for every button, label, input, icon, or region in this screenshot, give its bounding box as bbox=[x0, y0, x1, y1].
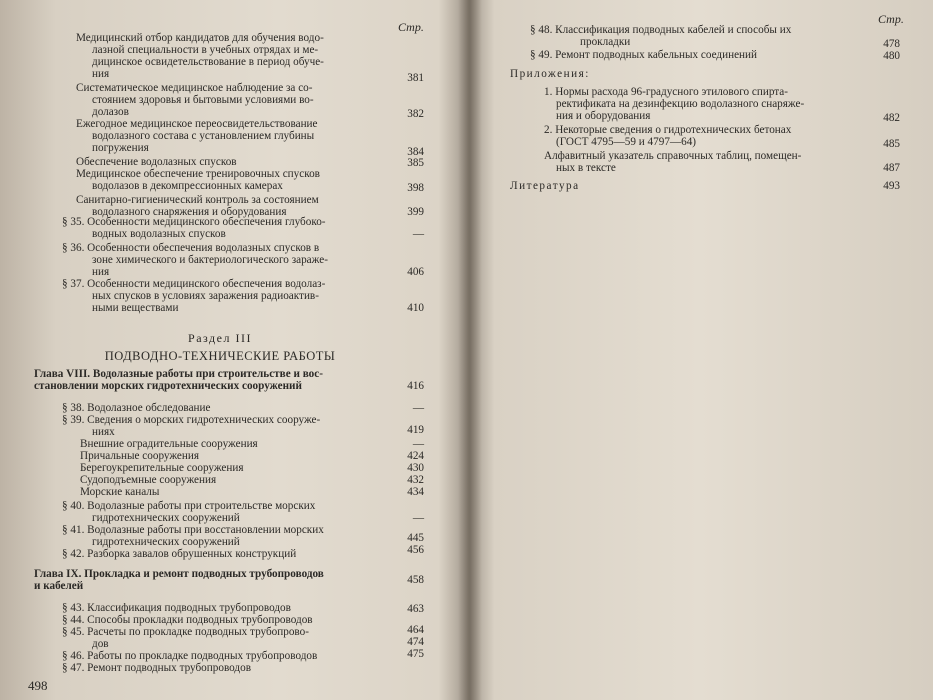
page-ref: 384 bbox=[407, 146, 424, 158]
page-ref: — bbox=[412, 402, 424, 414]
page-ref: 458 bbox=[407, 574, 424, 586]
page-ref: 475 bbox=[407, 648, 424, 660]
page-ref: 406 bbox=[407, 266, 424, 278]
entry-line: водолазного снаряжения и оборудования bbox=[92, 206, 287, 218]
entry-line: ректификата на дезинфекцию водолазного снаряже- bbox=[556, 98, 805, 110]
entry-line: Причальные сооружения bbox=[80, 450, 200, 462]
page-ref: 434 bbox=[407, 486, 424, 498]
page-ref: 381 bbox=[407, 72, 424, 84]
entry-line: § 39. Сведения о морских гидротехнических сооруже- bbox=[62, 414, 321, 426]
entry-line: § 37. Особенности медицинского обеспечения водолаз- bbox=[62, 278, 326, 290]
entry-line: Алфавитный указатель справочных таблиц, помещен- bbox=[544, 150, 802, 162]
entry-line: Литература bbox=[510, 180, 580, 192]
entry-line: Внешние оградительные сооружения bbox=[80, 438, 258, 450]
entry-line: Ежегодное медицинское переосвидетельствование bbox=[76, 118, 318, 130]
page-ref: 474 bbox=[407, 636, 424, 648]
entry-line: Морские каналы bbox=[80, 486, 160, 498]
page-ref: 424 bbox=[407, 450, 424, 462]
entry-line: § 47. Ремонт подводных трубопроводов bbox=[62, 662, 251, 674]
page-ref: 419 bbox=[407, 424, 424, 436]
entry-line: Медицинский отбор кандидатов для обучения водо- bbox=[76, 32, 324, 44]
entry-line: § 40. Водолазные работы при строительстве морских bbox=[62, 500, 316, 512]
page-ref: 430 bbox=[407, 462, 424, 474]
page-ref: — bbox=[412, 438, 424, 450]
page-number: 498 bbox=[28, 678, 48, 693]
page-ref: 399 bbox=[407, 206, 424, 218]
entry-line: ных спусков в условиях заражения радиоактив- bbox=[92, 290, 319, 302]
page-ref: — bbox=[412, 228, 424, 240]
chapter-line: и кабелей bbox=[34, 580, 84, 592]
entry-line: Санитарно-гигиенический контроль за состоянием bbox=[76, 194, 319, 206]
entry-line: Берегоукрепительные сооружения bbox=[80, 462, 244, 474]
page-ref: — bbox=[412, 512, 424, 524]
page-ref: 398 bbox=[407, 182, 424, 194]
entry-line: § 43. Классификация подводных трубопроводов bbox=[62, 602, 291, 614]
entry-line: гидротехнических сооружений bbox=[92, 512, 240, 524]
entry-line: ния bbox=[92, 266, 110, 278]
entry-line: зоне химического и бактериологического зараже- bbox=[92, 254, 328, 266]
page-ref: 445 bbox=[407, 532, 424, 544]
chapter-line: становлении морских гидротехнических сооружений bbox=[34, 380, 302, 392]
entry-line: гидротехнических сооружений bbox=[92, 536, 240, 548]
entry-line: Судоподъемные сооружения bbox=[80, 474, 217, 486]
chapter-line: Глава IX. Прокладка и ремонт подводных трубопроводов bbox=[34, 568, 324, 580]
page-column-header: Стр. bbox=[878, 12, 904, 26]
entry-line: Медицинское обеспечение тренировочных спусков bbox=[76, 168, 320, 180]
entry-line: водолазного состава с установлением глубины bbox=[92, 130, 315, 142]
entry-line: ниях bbox=[92, 426, 115, 438]
entry-line: (ГОСТ 4795—59 и 4797—64) bbox=[556, 136, 697, 148]
page-ref: 456 bbox=[407, 544, 424, 556]
entry-line: ния и оборудования bbox=[556, 110, 651, 122]
entry-line: § 44. Способы прокладки подводных трубопроводов bbox=[62, 614, 313, 626]
page-ref: 382 bbox=[407, 108, 424, 120]
page-ref: 482 bbox=[883, 112, 900, 124]
page-ref: 480 bbox=[883, 50, 900, 62]
entry-line: Обеспечение водолазных спусков bbox=[76, 156, 237, 168]
entry-line: дов bbox=[92, 638, 109, 650]
page-ref: 464 bbox=[407, 624, 424, 636]
page-ref: 478 bbox=[883, 38, 900, 50]
entry-line: § 48. Классификация подводных кабелей и способы их bbox=[530, 24, 792, 36]
entry-line: прокладки bbox=[580, 36, 631, 48]
entry-line: § 41. Водолазные работы при восстановлении морских bbox=[62, 524, 324, 536]
entry-line: водных водолазных спусков bbox=[92, 228, 226, 240]
page-ref: 416 bbox=[407, 380, 424, 392]
page-ref: 385 bbox=[407, 157, 424, 169]
appendix-heading: Приложения: bbox=[510, 68, 590, 80]
entry-line: ния bbox=[92, 68, 110, 80]
right-page bbox=[470, 0, 933, 700]
entry-line: ных в тексте bbox=[556, 162, 616, 174]
entry-line: § 42. Разборка завалов обрушенных конструкций bbox=[62, 548, 297, 560]
entry-line: § 49. Ремонт подводных кабельных соединений bbox=[530, 49, 757, 61]
page-ref: 463 bbox=[407, 603, 424, 615]
entry-line: § 45. Расчеты по прокладке подводных трубопрово- bbox=[62, 626, 309, 638]
entry-line: лазной специальности в учебных отрядах и ме- bbox=[92, 44, 319, 56]
entry-line: § 36. Особенности обеспечения водолазных спусков в bbox=[62, 242, 320, 254]
page-ref: 485 bbox=[883, 138, 900, 150]
chapter-line: Глава VIII. Водолазные работы при строительстве и вос- bbox=[34, 368, 323, 380]
entry-line: дицинское освидетельствование в период обуче- bbox=[92, 56, 324, 68]
page-ref: 410 bbox=[407, 302, 424, 314]
page-ref: 432 bbox=[407, 474, 424, 486]
entry-line: § 46. Работы по прокладке подводных трубопроводов bbox=[62, 650, 318, 662]
entry-line: § 38. Водолазное обследование bbox=[62, 402, 211, 414]
entry-line: Систематическое медицинское наблюдение за со- bbox=[76, 82, 313, 94]
entry-line: погружения bbox=[92, 142, 149, 154]
page-column-header: Стр. bbox=[398, 20, 424, 34]
entry-line: стоянием здоровья и бытовыми условиями во- bbox=[92, 94, 314, 106]
section-heading: Раздел III bbox=[188, 331, 252, 345]
page-ref: 487 bbox=[883, 162, 900, 174]
entry-line: ными веществами bbox=[92, 302, 179, 314]
entry-line: долазов bbox=[92, 106, 129, 118]
entry-line: водолазов в декомпрессионных камерах bbox=[92, 180, 283, 192]
page-ref: 493 bbox=[883, 180, 900, 192]
section-title: ПОДВОДНО-ТЕХНИЧЕСКИЕ РАБОТЫ bbox=[104, 349, 336, 363]
entry-line: 1. Нормы расхода 96-градусного этилового спирта- bbox=[544, 86, 788, 98]
entry-line: 2. Некоторые сведения о гидротехнических бетонах bbox=[544, 124, 792, 136]
entry-line: § 35. Особенности медицинского обеспечения глубоко- bbox=[62, 216, 326, 228]
